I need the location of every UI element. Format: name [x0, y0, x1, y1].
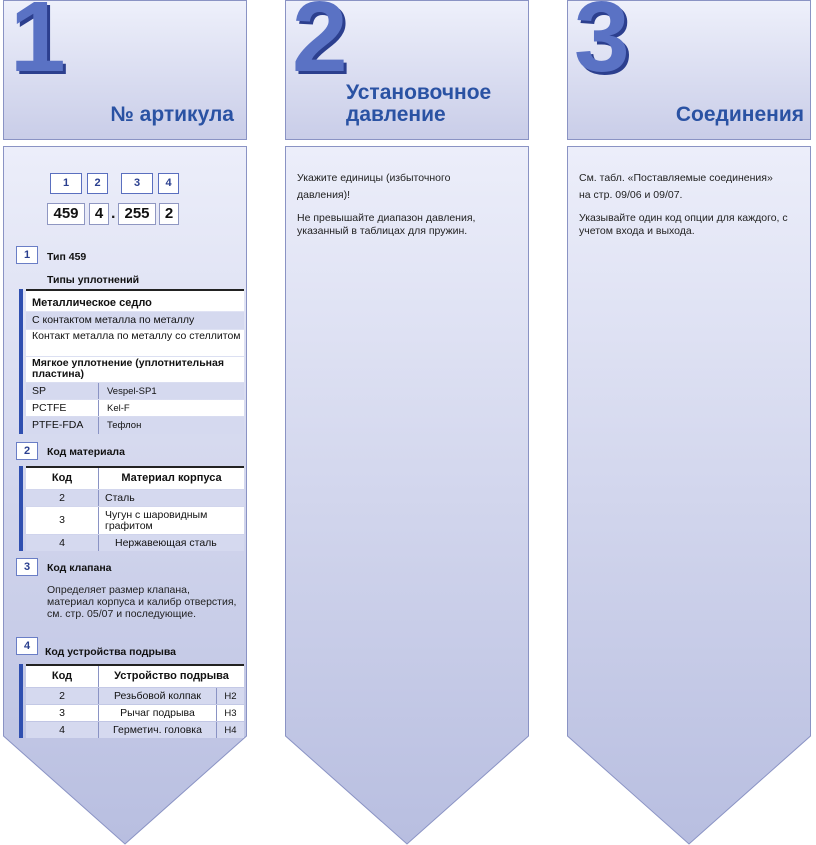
article-value-valve: 255 [118, 203, 156, 225]
lift-header-device: Устройство подрыва [98, 666, 244, 687]
section-3-number: 3 [16, 558, 38, 576]
material-code: 3 [59, 514, 65, 526]
seal-material: Kel-F [98, 400, 244, 416]
lift-option: H3 [216, 705, 244, 721]
material-code: 4 [59, 536, 65, 549]
valve-code-note: Определяет размер клапана, материал корпуса и калибр отверстия, см. стр. 05/07 и последующие. [47, 584, 237, 620]
section-1-subtitle: Типы уплотнений [47, 274, 140, 286]
lift-device: Герметич. головка [98, 722, 216, 738]
material-header-body: Материал корпуса [98, 468, 244, 489]
material-row [26, 535, 244, 551]
material-name: Сталь [98, 490, 244, 506]
seal-row [26, 383, 244, 399]
seal-material: Тефлон [98, 417, 244, 434]
lift-header-code: Код [51, 670, 73, 682]
lift-table-header [26, 664, 244, 687]
column-1-header [3, 0, 247, 140]
material-row [26, 490, 244, 506]
material-name: Нержавеющая сталь [98, 535, 244, 551]
seal-material: Vespel-SP1 [98, 383, 244, 399]
lift-code: 4 [59, 723, 65, 736]
option-code-note: Указывайте один код опции для каждого, с учетом входа и выхода. [579, 212, 788, 237]
column-2-panel [285, 146, 529, 845]
position-label-1: 1 [50, 173, 82, 194]
lift-device: Резьбовой колпак [98, 688, 216, 704]
column-3-header [567, 0, 811, 140]
column-3-panel [567, 146, 811, 845]
column-2-title: Установочное давление [346, 81, 492, 126]
article-value-material: 4 [89, 203, 109, 225]
section-2-number: 2 [16, 442, 38, 460]
material-header-code: Код [51, 472, 73, 484]
article-value-type: 459 [47, 203, 85, 225]
column-1-number: 1 [10, 0, 66, 93]
lift-code: 3 [59, 706, 65, 719]
column-2-number: 2 [292, 0, 348, 93]
lift-option: H2 [216, 688, 244, 704]
section-1-number: 1 [16, 246, 38, 264]
lift-row [26, 722, 244, 738]
position-label-2: 2 [87, 173, 108, 194]
pressure-units-note: Укажите единицы (избыточного давления)! [297, 172, 451, 201]
column-3-number: 3 [574, 0, 630, 93]
lift-row [26, 688, 244, 704]
article-value-lift: 2 [159, 203, 179, 225]
lift-option: H4 [216, 722, 244, 738]
metal-seat-header: Металлическое седло [26, 289, 244, 311]
position-label-3: 3 [121, 173, 153, 194]
position-label-4: 4 [158, 173, 179, 194]
lift-row [26, 705, 244, 721]
section-4-title: Код устройства подрыва [45, 646, 176, 658]
section-4-number: 4 [16, 637, 38, 655]
seal-row: Контакт металла по металлу со стеллитом [26, 330, 244, 356]
column-1-title: № артикула [110, 103, 234, 126]
seal-row [26, 417, 244, 434]
section-4-bar [19, 664, 23, 738]
section-3-title: Код клапана [47, 562, 112, 574]
seal-code: PCTFE [32, 401, 67, 414]
section-1-title: Тип 459 [47, 251, 87, 263]
article-dot: . [111, 205, 116, 222]
column-2-header [285, 0, 529, 140]
lift-code: 2 [59, 689, 65, 702]
section-2-bar [19, 466, 23, 551]
section-1-bar [19, 289, 23, 434]
connections-note: См. табл. «Поставляемые соединения» на стр. 09/06 и 09/07. [579, 172, 773, 201]
seal-code: PTFE-FDA [32, 419, 84, 431]
material-code: 2 [59, 491, 65, 504]
column-3-title: Соединения [675, 103, 804, 126]
seal-row: С контактом металла по металлу [26, 312, 244, 329]
material-name: Чугун с шаровидным графитом [98, 507, 244, 534]
seal-row [26, 400, 244, 416]
lift-device: Рычаг подрыва [98, 705, 216, 721]
pressure-range-note: Не превышайте диапазон давления, указанный в таблицах для пружин. [297, 212, 476, 237]
section-2-title: Код материала [47, 446, 125, 458]
seal-code: SP [32, 384, 47, 397]
soft-seal-header: Мягкое уплотнение (уплотнительная пластина) [26, 357, 244, 382]
material-row [26, 507, 244, 534]
material-table-header [26, 466, 244, 489]
